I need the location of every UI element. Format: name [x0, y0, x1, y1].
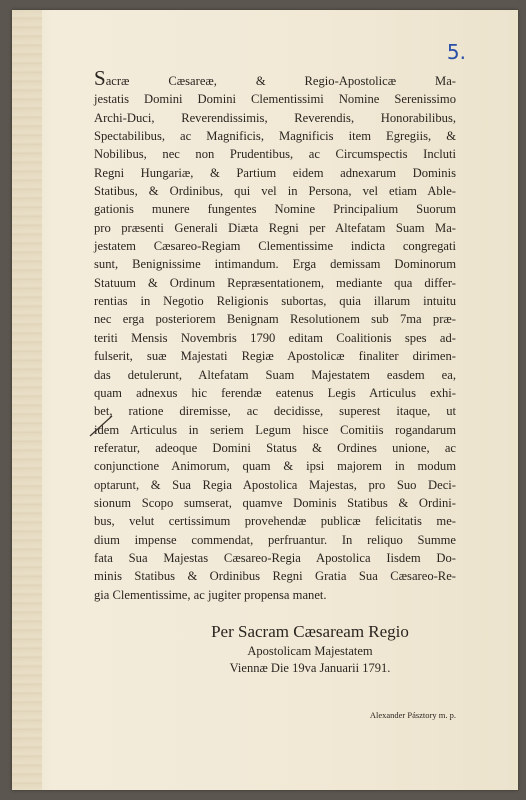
body-line: sionum Scopo sumserat, quamve Dominis Statibus & Ordini-: [94, 495, 456, 510]
closing-formula: [94, 622, 456, 676]
closing-line-1: Per Sacram Cæsaream Regio: [211, 622, 409, 641]
body-line: fulserit, suæ Majestati Regiæ Apostolicæ finaliter dirimen-: [94, 349, 456, 364]
body-line: quam adnexus hic ferendæ eatenus Legis Articulus exhi-: [94, 385, 456, 400]
body-line: dium impense commendat, perfruantur. In reliquo Summe: [94, 532, 456, 547]
document-sheet: [12, 10, 518, 790]
body-line: minis Statibus & Ordinibus Regni Gratia Sua Cæsareo-Re-: [94, 569, 456, 584]
body-line: gationis munere fungentes Nomine Principalium Suorum: [94, 202, 456, 217]
body-line: conjunctione Animorum, quam & ipsi majorem in modum: [94, 459, 456, 474]
body-line: fata Sua Majestas Cæsareo-Regia Apostolica Iisdem Do-: [94, 550, 456, 565]
body-line: idem Articulus in seriem Legum hisce Comitiis rogandarum: [94, 422, 456, 437]
drop-cap: S: [94, 66, 106, 90]
body-line: bet, ratione diremisse, ac decidisse, superest itaque, ut: [94, 404, 456, 419]
body-line: jestatis Domini Domini Clementissimi Nomine Serenissimo: [94, 92, 456, 107]
body-line: das detulerunt, Altefatam Suam Majestatem easdem ea,: [94, 367, 456, 382]
body-line: Archi-Duci, Reverendissimis, Reverendis, Honorabilibus,: [94, 110, 456, 125]
body-line: nec erga posteriorem Benignam Resolutionem sub 7ma præ-: [94, 312, 456, 327]
closing-date: Viennæ Die 19va Januarii 1791.: [229, 661, 391, 675]
signature: Alexander Pásztory m. p.: [369, 710, 456, 720]
body-line: Spectabilibus, ac Magnificis, Magnificis item Egregiis, &: [94, 129, 456, 144]
body-line: jestatem Cæsareo-Regiam Clementissime indicta congregati: [94, 239, 456, 254]
folio-number: 5.: [446, 40, 466, 64]
body-line: Sacræ Cæsareæ, & Regio-Apostolicæ Ma-: [94, 66, 456, 90]
body-line: gia Clementissime, ac jugiter propensa manet.: [94, 587, 327, 602]
closing-line-2: Apostolicam Majestatem: [247, 644, 373, 658]
body-line: Statibus, & Ordinibus, qui vel in Persona, vel etiam Able-: [94, 184, 456, 199]
body-line: rentias in Negotio Religionis subortas, quia illarum intuitu: [94, 294, 456, 309]
body-line: pro præsenti Generali Diæta Regni per Altefatam Suam Ma-: [94, 220, 456, 235]
body-line: referatur, adeoque Domini Status & Ordines unione, ac: [94, 440, 456, 455]
decree-body: [94, 66, 456, 604]
body-line: Statuum & Ordinum Repræsentationem, mediante qua differ-: [94, 275, 456, 290]
binding-edge: [12, 10, 42, 790]
body-line: sunt, Benignissime intimandum. Erga demissam Dominorum: [94, 257, 456, 272]
body-line: bus, velut certissimum provehendæ publicæ felicitatis me-: [94, 514, 456, 529]
body-line: Nobilibus, nec non Prudentibus, ac Circumspectis Incluti: [94, 147, 456, 162]
body-line: teriti Mensis Novembris 1790 editam Coalitionis spes ad-: [94, 330, 456, 345]
body-line: optarunt, & Sua Regia Apostolica Majestas, pro Suo Deci-: [94, 477, 456, 492]
body-line: Regni Hungariæ, & Partium eidem adnexarum Dominis: [94, 165, 456, 180]
